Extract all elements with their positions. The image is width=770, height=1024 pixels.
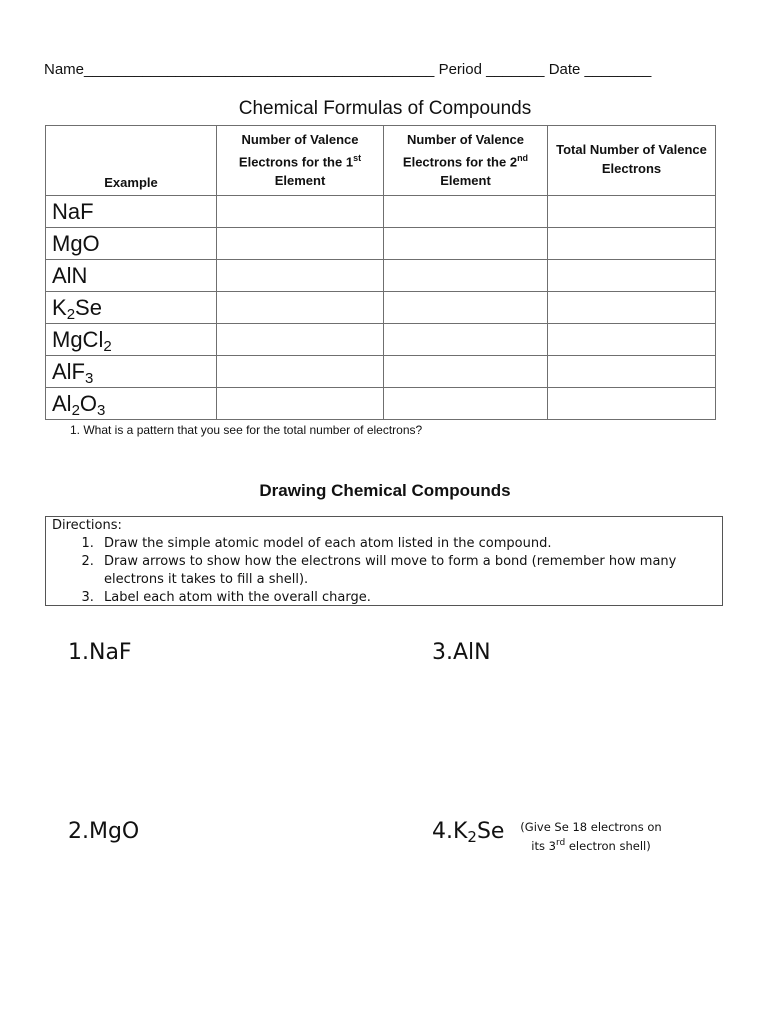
table-row bbox=[46, 356, 716, 388]
period-blank[interactable]: _______ bbox=[486, 61, 545, 78]
col-header-total: Total Number of Valence Electrons bbox=[548, 126, 716, 196]
table-row bbox=[46, 292, 716, 324]
problem-k2se: $4.K_2Se$ bbox=[432, 819, 505, 846]
compound-cell: AlF$_3$ bbox=[46, 356, 217, 388]
direction-step: 3. Label each atom with the overall charge. bbox=[98, 589, 716, 607]
second-element-cell[interactable] bbox=[384, 356, 548, 388]
date-blank[interactable]: ________ bbox=[584, 61, 652, 78]
name-blank[interactable]: __________________________________________ bbox=[84, 61, 435, 78]
problem-naf: 1.NaF bbox=[68, 640, 132, 665]
compound-cell: $Al_2O_3$ bbox=[46, 388, 217, 420]
date-label: Date bbox=[548, 61, 581, 78]
directions-list bbox=[52, 535, 716, 607]
table-title: Chemical Formulas of Compounds bbox=[238, 98, 532, 119]
compound-cell: AlN bbox=[46, 260, 217, 292]
first-element-cell[interactable] bbox=[217, 196, 384, 228]
table-header-row bbox=[46, 126, 716, 196]
compound-cell: MgCl$_2$ bbox=[46, 324, 217, 356]
second-element-cell[interactable] bbox=[384, 228, 548, 260]
first-element-cell[interactable] bbox=[217, 388, 384, 420]
second-element-cell[interactable] bbox=[384, 324, 548, 356]
second-element-cell[interactable] bbox=[384, 260, 548, 292]
problem-mgo: 2.MgO bbox=[68, 819, 140, 844]
pattern-question: 1. What is a pattern that you see for the total number of electrons? bbox=[70, 423, 423, 437]
total-cell[interactable] bbox=[548, 260, 716, 292]
name-period-date-line bbox=[44, 61, 651, 78]
drawing-title: Drawing Chemical Compounds bbox=[259, 481, 511, 500]
first-element-cell[interactable] bbox=[217, 228, 384, 260]
name-label: Name bbox=[44, 61, 85, 78]
second-element-cell[interactable] bbox=[384, 292, 548, 324]
first-element-cell[interactable] bbox=[217, 292, 384, 324]
compound-cell: MgO bbox=[46, 228, 217, 260]
direction-step: 2. Draw arrows to show how the electrons will move to form a bond (remember how many electrons it takes to fill a shell). bbox=[98, 553, 716, 589]
period-label: Period bbox=[438, 61, 482, 78]
total-cell[interactable] bbox=[548, 228, 716, 260]
compound-cell: NaF bbox=[46, 196, 217, 228]
total-cell[interactable] bbox=[548, 292, 716, 324]
second-element-cell[interactable] bbox=[384, 196, 548, 228]
formulas-table bbox=[45, 125, 716, 420]
col-header-second-element: Number of Valence Electrons for the 2nd Element bbox=[384, 126, 548, 196]
problem-aln: 3.AlN bbox=[432, 640, 491, 665]
table-row bbox=[46, 228, 716, 260]
total-cell[interactable] bbox=[548, 388, 716, 420]
table-row bbox=[46, 388, 716, 420]
total-cell[interactable] bbox=[548, 356, 716, 388]
se-hint-note: (Give Se 18 electrons on its 3rd electron shell) bbox=[520, 820, 662, 853]
table-row bbox=[46, 260, 716, 292]
second-element-cell[interactable] bbox=[384, 388, 548, 420]
total-cell[interactable] bbox=[548, 196, 716, 228]
compound-cell: $K_2Se$ bbox=[46, 292, 217, 324]
col-header-first-element: Number of Valence Electrons for the 1st Element bbox=[217, 126, 384, 196]
table-row bbox=[46, 196, 716, 228]
directions-label: Directions: bbox=[52, 518, 122, 533]
first-element-cell[interactable] bbox=[217, 356, 384, 388]
table-row bbox=[46, 324, 716, 356]
col-header-example: Example bbox=[46, 126, 217, 196]
first-element-cell[interactable] bbox=[217, 260, 384, 292]
total-cell[interactable] bbox=[548, 324, 716, 356]
direction-step: 1. Draw the simple atomic model of each atom listed in the compound. bbox=[98, 535, 716, 553]
directions-box bbox=[45, 516, 723, 606]
first-element-cell[interactable] bbox=[217, 324, 384, 356]
